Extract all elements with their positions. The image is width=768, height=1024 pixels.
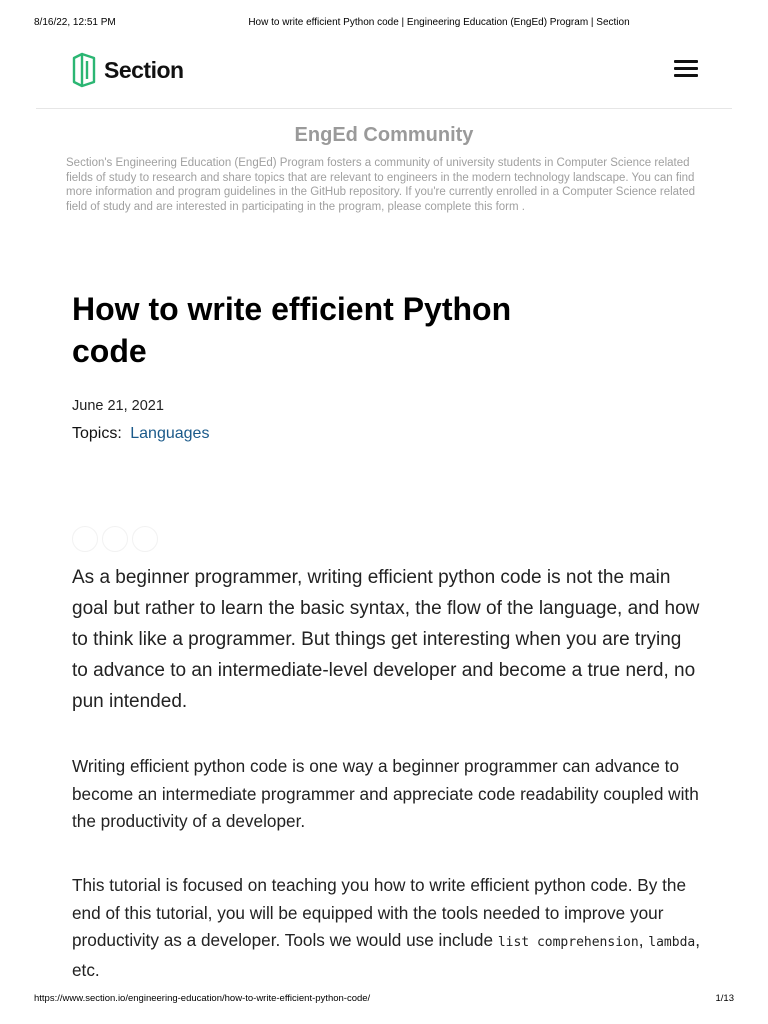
article-paragraph-3 xyxy=(72,872,702,985)
article-title: How to write efficient Python code xyxy=(72,291,512,369)
article-paragraph-2: Writing efficient python code is one way a beginner programmer can advance to become an intermediate programmer and appreciate code readability coupled with the productivity of a developer. xyxy=(72,756,699,832)
share-facebook-icon[interactable] xyxy=(132,526,158,552)
section-logo-icon xyxy=(72,52,96,88)
print-header xyxy=(0,17,768,31)
section-logo-link[interactable] xyxy=(72,52,184,88)
community-title: EngEd Community xyxy=(294,124,474,146)
article-paragraph-1: As a beginner programmer, writing efficient python code is not the main goal but rather to learn the basic syntax, the flow of the language, and how to think like a programmer. But things get interesting when you are trying to advance to an intermediate-level developer and become a true nerd, no pun intended. xyxy=(72,567,700,712)
community-description: Section's Engineering Education (EngEd) Program fosters a community of university students in Computer Science related fields of study to research and share topics that are relevant to engineers in the modern technology landscape. You can find more information and program guidelines in the GitHub repository. If you're currently enrolled in a Computer Science related field of study and are interested in participating in the program, please complete this form . xyxy=(66,157,696,213)
topic-link-languages[interactable]: Languages xyxy=(130,425,210,442)
print-url: https://www.section.io/engineering-education/how-to-write-efficient-python-code/ xyxy=(34,993,371,1004)
print-page-number: 1/13 xyxy=(715,993,734,1004)
paragraph-3-separator: , xyxy=(638,930,644,951)
paragraph-3-text: This tutorial is focused on teaching you how to write efficient python code. By the end of this tutorial, you will be equipped with the tools needed to improve your productivity as a developer. Tools we would use include xyxy=(72,875,687,951)
print-doc-title: How to write efficient Python code | Engineering Education (EngEd) Program | Section xyxy=(248,17,630,28)
paragraph-3-end: , etc. xyxy=(72,930,701,981)
code-lambda: lambda xyxy=(648,935,696,951)
article-date: June 21, 2021 xyxy=(72,398,164,414)
share-linkedin-icon[interactable] xyxy=(102,526,128,552)
share-buttons xyxy=(72,526,162,552)
logo-text: Section xyxy=(104,56,184,83)
header-divider xyxy=(36,108,732,109)
topics-label: Topics: xyxy=(72,425,122,442)
print-datetime: 8/16/22, 12:51 PM xyxy=(34,17,116,28)
article-topics xyxy=(72,425,209,443)
share-twitter-icon[interactable] xyxy=(72,526,98,552)
hamburger-menu-icon[interactable] xyxy=(674,60,698,78)
code-list-comprehension: list comprehension xyxy=(497,935,639,951)
site-header xyxy=(72,50,698,90)
